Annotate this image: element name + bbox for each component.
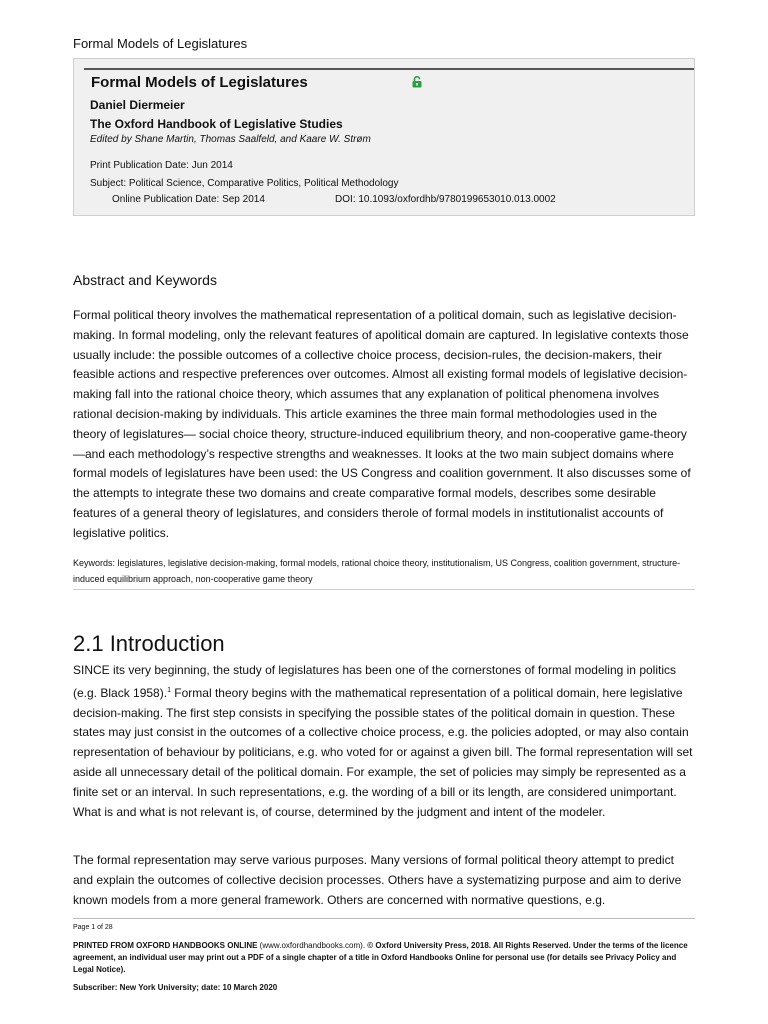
author-name[interactable]: Daniel Diermeier: [90, 98, 185, 112]
subscriber-line: Subscriber: New York University; date: 10 March 2020: [73, 983, 278, 992]
book-title[interactable]: The Oxford Handbook of Legislative Studies: [90, 117, 343, 131]
paragraph-text: Formal theory begins with the mathematical representation of a political domain, here legislative decision-making. The first step consists in specifying the possible states of the political domain in question. These states may just consist in the outcomes of a collective choice process, e.g. the policies adopted, or may also contain representation of behaviour by politicians, e.g. who voted for or against a given bill. The formal representation will set aside all unnecessary detail of the political domain. For example, the set of policies may simply be represented as a finite set or an interval. In such representations, e.g. the wording of a bill or its length, are considered unimportant. What is and what is not relevant is, of course, determined by the judgment and intent of the modeler.: [73, 685, 693, 819]
abstract-text: Formal political theory involves the mathematical representation of a political domain, such as legislative decision-making. In formal modeling, only the relevant features of apolitical domain are captured. In legislative contexts those usually include: the possible outcomes of a collective choice process, decision-rules, the decision-makers, their feasible actions and respective preferences over outcomes. Almost all existing formal models of legislative decision-making fall into the rational choice theory, which assumes that any explanation of political phenomena involves rational decision-making by individuals. This article examines the three main formal methodologies used in the theory of legislatures— social choice theory, structure-induced equilibrium theory, and non-cooperative game-theory—and each methodology’s respective strengths and weaknesses. It looks at the two main subject domains where formal models of legislatures have been used: the US Congress and coalition government. It also discusses some of the attempts to integrate these two domains and create comparative formal models, describes some desirable features of a general theory of legislatures, and considers therole of formal models in institutionalist accounts of legislative politics.: [73, 308, 691, 540]
open-lock-icon: [412, 76, 422, 88]
body-paragraph: The formal representation may serve various purposes. Many versions of formal political theory attempt to predict and explain the outcomes of collective decision processes. Others have a systematizing purpose and aim to derive known models from a more general framework. Others are concerned with normative questions, e.g.: [73, 853, 682, 907]
footnote-ref[interactable]: 1: [167, 686, 171, 694]
print-publication-date: Print Publication Date: Jun 2014: [90, 160, 233, 171]
keywords-divider: [73, 589, 695, 590]
chapter-title[interactable]: Formal Models of Legislatures: [91, 74, 308, 91]
abstract-heading: Abstract and Keywords: [73, 272, 217, 288]
footer-divider: [73, 918, 695, 919]
legal-notice: [73, 940, 695, 976]
keywords: Keywords: legislatures, legislative decision-making, formal models, rational choice theory, institutionalism, US Congress, coalition government, structure-induced equilibrium approach, non-cooperative game theory: [73, 558, 681, 584]
subject-line: Subject: Political Science, Comparative Politics, Political Methodology: [90, 178, 399, 189]
editors-line: Edited by Shane Martin, Thomas Saalfeld, and Kaare W. Strøm: [90, 134, 371, 145]
site-link[interactable]: (www.oxfordhandbooks.com).: [257, 941, 368, 950]
body-paragraph: [73, 661, 695, 822]
online-publication-date: Online Publication Date: Sep 2014: [112, 194, 265, 205]
running-head: Formal Models of Legislatures: [73, 36, 248, 51]
page-number: Page 1 of 28: [73, 924, 113, 931]
info-box-rule: [84, 68, 694, 70]
paragraph-text: SINCE its very beginning, the study of legislatures has been one of the cornerstones of formal modeling in politics (e.g. Black 1958).: [73, 663, 676, 700]
legal-bold: © Oxford University Press, 2018. All Rights Reserved. Under the terms of the licence agreement, an individual user may print out a PDF of a single chapter of a title in Oxford Handbooks Online for personal use (for details see Privacy Policy and Legal Notice).: [73, 941, 688, 974]
legal-bold: PRINTED FROM OXFORD HANDBOOKS ONLINE: [73, 941, 258, 950]
doi[interactable]: DOI: 10.1093/oxfordhb/9780199653010.013.0002: [335, 194, 556, 205]
section-heading: 2.1 Introduction: [73, 631, 225, 656]
chapter-info-box: [73, 58, 695, 216]
